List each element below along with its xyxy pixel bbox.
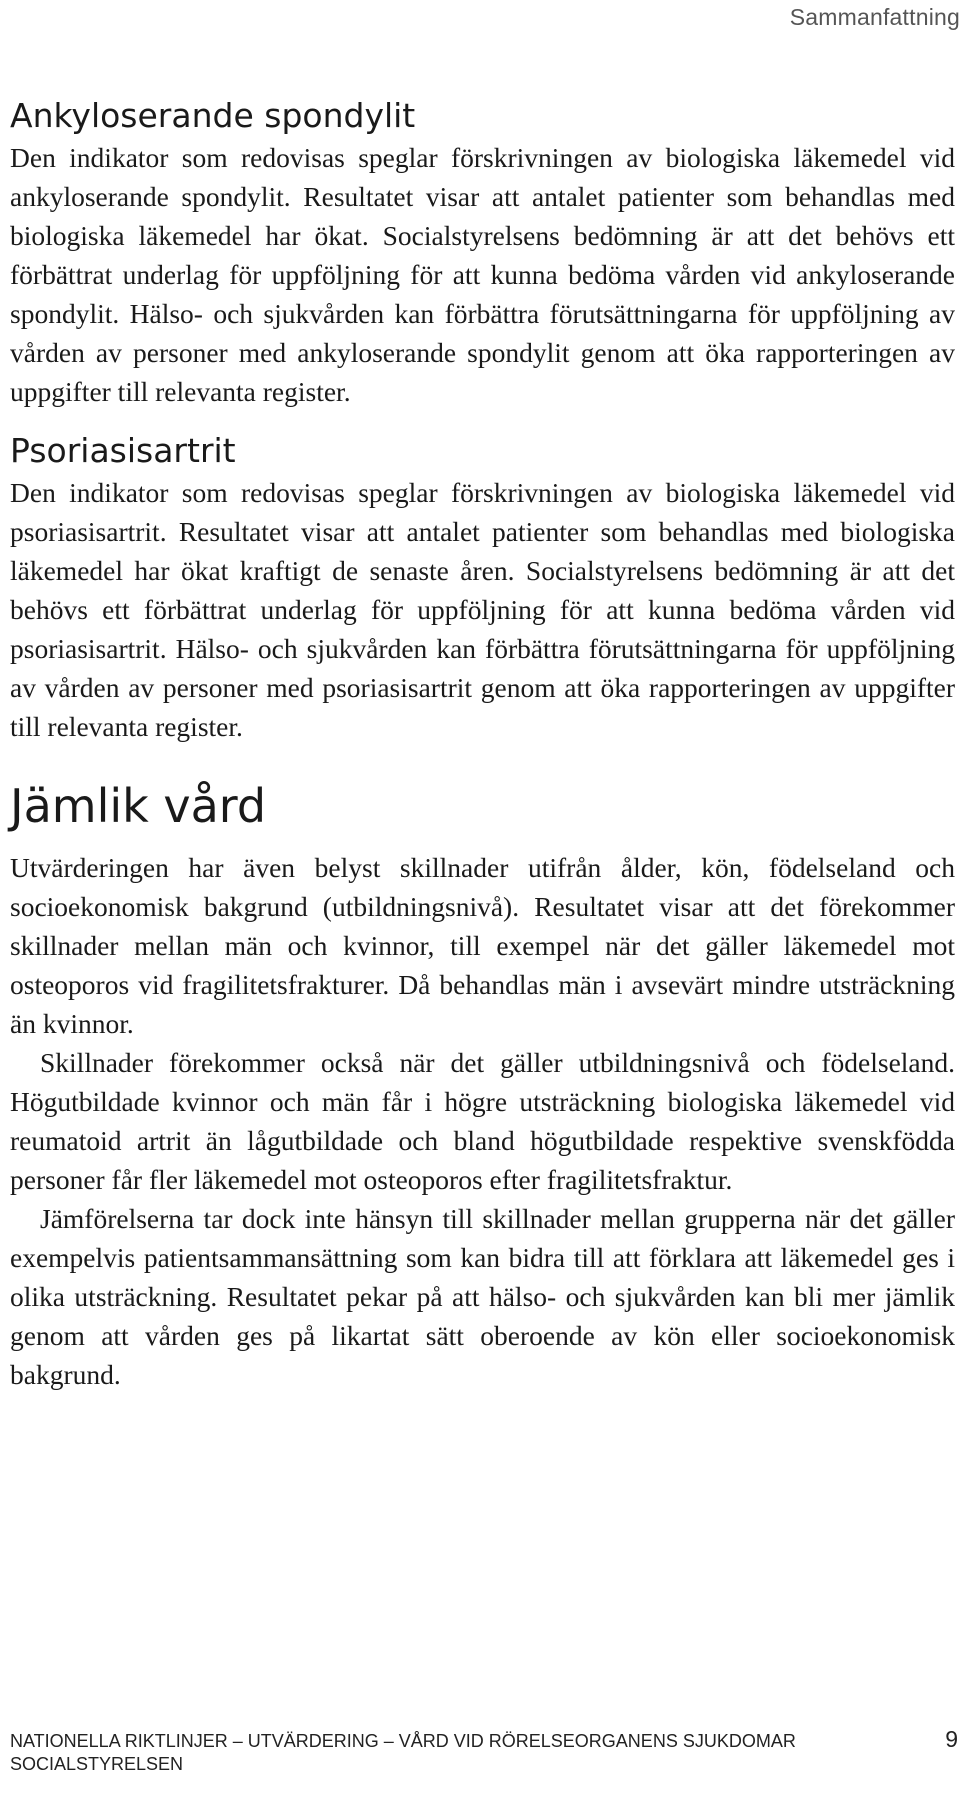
chapter-paragraph: Utvärderingen har även belyst skillnader utifrån ålder, kön, födelseland och socioekonomisk bakgrund (utbildningsnivå). Resultatet visar att det förekommer skillnader mellan män och kvinnor, till exempel när det gäller läkemedel mot osteoporos vid fragilitetsfrakturer. Då behandlas män i avsevärt mindre utsträckning än kvinnor. <box>10 852 955 1039</box>
page-footer <box>10 1728 958 1776</box>
section-paragraph: Den indikator som redovisas speglar förskrivningen av biologiska läkemedel vid psoriasisartrit. Resultatet visar att antalet patienter som behandlas med biologiska läkemedel har ökat kraftigt de senaste åren. Socialstyrelsens bedömning är att det behövs ett förbättrat underlag för uppföljning för att kunna bedöma vården vid psoriasisartrit. Hälso- och sjukvården kan förbättra förutsättningarna för uppföljning av vården av personer med psoriasisartrit genom att öka rapporteringen av uppgifter till relevanta register. <box>10 477 955 742</box>
publisher: SOCIALSTYRELSEN <box>10 1754 184 1774</box>
section-paragraph: Den indikator som redovisas speglar förskrivningen av biologiska läkemedel vid ankyloserande spondylit. Resultatet visar att antalet patienter som behandlas med biologiska läkemedel har ökat. Socialstyrelsens bedömning är att det behövs ett förbättrat underlag för uppföljning för att kunna bedöma vården vid ankyloserande spondylit. Hälso- och sjukvården kan förbättra förutsättningarna för uppföljning av vården av personer med ankyloserande spondylit genom att öka rapporteringen av uppgifter till relevanta register. <box>10 142 955 407</box>
section-heading: Ankyloserande spondylit <box>10 96 416 135</box>
chapter-paragraph: Skillnader förekommer också när det gäller utbildningsnivå och födelseland. Högutbildade kvinnor och män får i högre utsträckning biologiska läkemedel vid reumatoid artrit än lågutbildade och bland högutbildade respektive svenskfödda personer får fler läkemedel mot osteoporos efter fragilitetsfraktur. <box>10 1047 955 1195</box>
chapter-jamlik-vard <box>10 778 955 1394</box>
section-heading: Psoriasisartrit <box>10 431 236 470</box>
publication-title: NATIONELLA RIKTLINJER – UTVÄRDERING – VÅRD VID RÖRELSEORGANENS SJUKDOMAR <box>10 1731 796 1751</box>
running-header: Sammanfattning <box>789 4 960 30</box>
section-ankyloserande-spondylit <box>10 96 955 411</box>
footer-line <box>10 1728 958 1753</box>
section-psoriasisartrit <box>10 431 955 746</box>
chapter-paragraph: Jämförelserna tar dock inte hänsyn till skillnader mellan grupperna när det gäller exempelvis patientsammansättning som kan bidra till att förklara att läkemedel ges i olika utsträckning. Resultatet pekar på att hälso- och sjukvården kan bli mer jämlik genom att vården ges på likartat sätt oberoende av kön eller socioekonomisk bakgrund. <box>10 1203 955 1390</box>
document-body <box>10 96 955 1394</box>
page-number: 9 <box>945 1726 958 1752</box>
chapter-heading: Jämlik vård <box>10 779 267 833</box>
